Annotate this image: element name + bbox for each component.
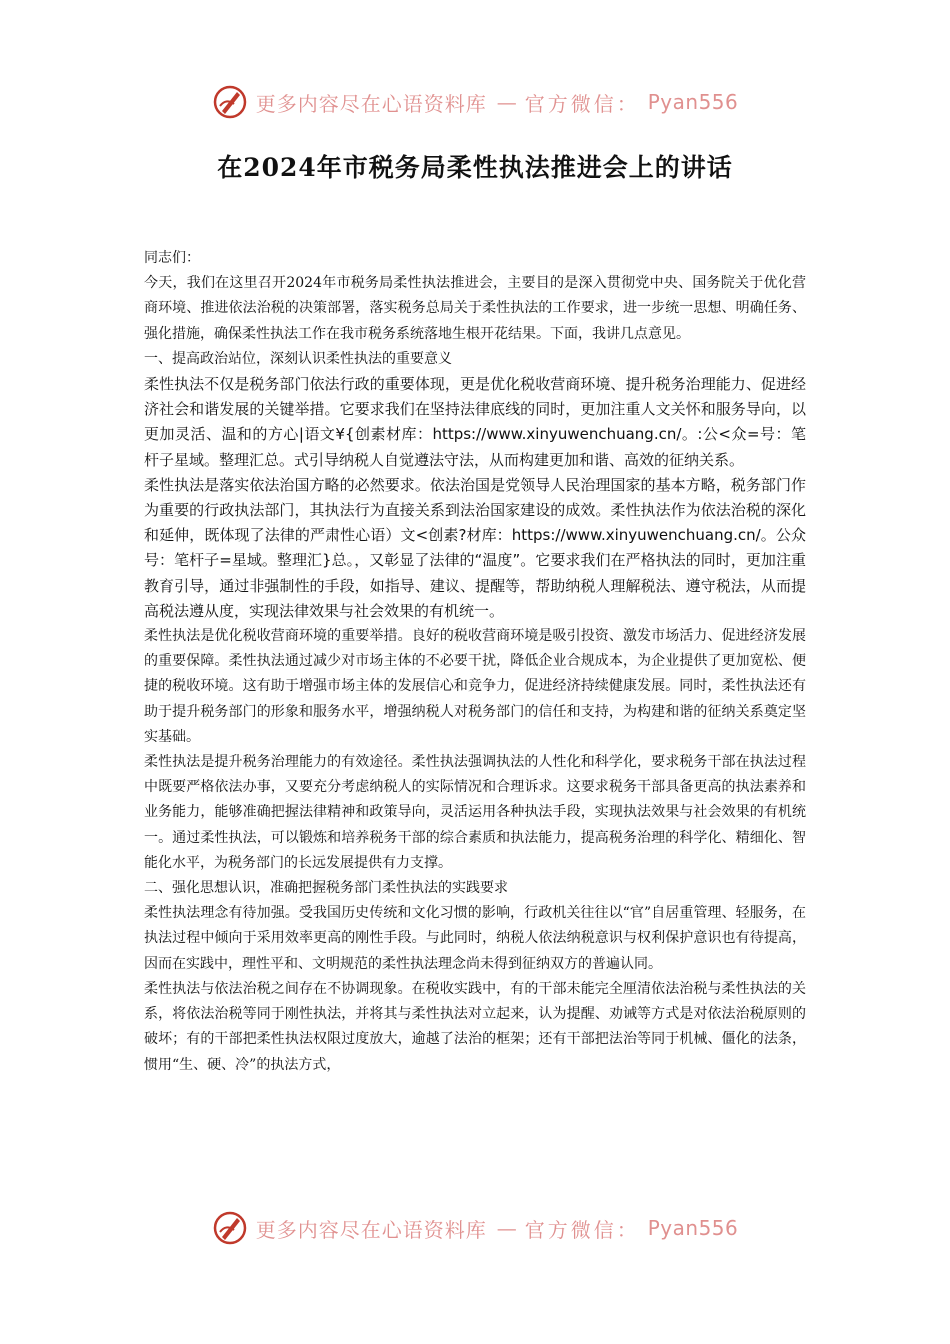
top-banner (0, 80, 950, 124)
banner-brand-text: 更多内容尽在心语资料库 (255, 1217, 487, 1242)
banner-brand-text: 更多内容尽在心语资料库 (255, 91, 487, 116)
banner-official-label: 官方微信： (524, 1217, 640, 1242)
document-title: 在2024年市税务局柔性执法推进会上的讲话 (217, 153, 733, 182)
body-paragraph: 柔性执法理念有待加强。受我国历史传统和文化习惯的影响，行政机关往往以“官”自居重管理、轻服务，在执法过程中倾向于采用效率更高的刚性手段。与此同时，纳税人依法纳税意识与权利保护意识也有待提高，因而在实践中，理性平和、文明规范的柔性执法理念尚未得到征纳双方的普遍认同。 (144, 905, 806, 972)
section-heading: 一、提高政治站位，深刻认识柔性执法的重要意义 (144, 350, 452, 367)
salutation: 同志们： (144, 250, 200, 266)
bottom-banner (0, 1206, 950, 1250)
body-paragraph: 柔性执法是优化税收营商环境的重要举措。良好的税收营商环境是吸引投资、激发市场活力、促进经济发展的重要保障。柔性执法通过减少对市场主体的不必要干扰，降低企业合规成本，为企业提供了更加宽松、便捷的税收环境。这有助于增强市场主体的发展信心和竞争力，促进经济持续健康发展。同时，柔性执法还有助于提升税务部门的形象和服务水平，增强纳税人对税务部门的信任和支持，为构建和谐的征纳关系奠定坚实基础。 (144, 628, 806, 745)
body-paragraph: 今天，我们在这里召开2024年市税务局柔性执法推进会，主要目的是深入贯彻党中央、国务院关于优化营商环境、推进依法治税的决策部署，落实税务总局关于柔性执法的工作要求，进一步统一思想、明确任务、强化措施，确保柔性执法工作在我市税务系统落地生根开花结果。下面，我讲几点意见。 (144, 275, 806, 342)
body-paragraph: 柔性执法是落实依法治国方略的必然要求。依法治国是党领导人民治理国家的基本方略，税务部门作为重要的行政执法部门，其执法行为直接关系到法治国家建设的成效。柔性执法作为依法治税的深化和延伸，既体现了法律的严肃性心语）文<创素?材库：https://www.xinyuwenchuang.cn/。公众号：笔杆子=星域。整理汇}总。，又彰显了法律的“温度”。它要求我们在严格执法的同时，更加注重教育引导，通过非强制性的手段，如指导、建议、提醒等，帮助纳税人理解税法、遵守税法，从而提高税法遵从度，实现法律效果与社会效果的有机统一。 (144, 475, 806, 620)
body-paragraph: 柔性执法是提升税务治理能力的有效途径。柔性执法强调执法的人性化和科学化，要求税务干部在执法过程中既要严格依法办事，又要充分考虑纳税人的实际情况和合理诉求。这要求税务干部具备更高的执法素养和业务能力，能够准确把握法律精神和政策导向，灵活运用各种执法手段，实现执法效果与社会效果的有机统一。通过柔性执法，可以锻炼和培养税务干部的综合素质和执法能力，提高税务治理的科学化、精细化、智能化水平，为税务部门的长远发展提供有力支撑。 (144, 754, 806, 871)
banner-wechat-id: Pyan556 (647, 1216, 739, 1240)
pen-logo-icon (212, 1210, 248, 1246)
body-paragraph: 柔性执法与依法治税之间存在不协调现象。在税收实践中，有的干部未能完全厘清依法治税与柔性执法的关系，将依法治税等同于刚性执法，并将其与柔性执法对立起来，认为提醒、劝诫等方式是对依法治税原则的破坏；有的干部把柔性执法权限过度放大，逾越了法治的框架；还有干部把法治等同于机械、僵化的法条，惯用“生、硬、冷”的执法方式， (144, 980, 806, 1073)
document-body (144, 246, 806, 1078)
banner-wechat-id: Pyan556 (647, 90, 739, 114)
body-paragraph: 柔性执法不仅是税务部门依法行政的重要体现，更是优化税收营商环境、提升税务治理能力、促进经济社会和谐发展的关键举措。它要求我们在坚持法律底线的同时，更加注重人文关怀和服务导向，以更加灵活、温和的方心|语文¥{创素材库：https://www.xinyuwenchuang.cn/。:公<众=号：笔杆子星域。整理汇总。式引导纳税人自觉遵法守法，从而构建更加和谐、高效的征纳关系。 (144, 375, 806, 469)
section-heading: 二、强化思想认识，准确把握税务部门柔性执法的实践要求 (144, 880, 508, 897)
pen-logo-icon (212, 84, 248, 120)
banner-dash: — (496, 90, 515, 114)
banner-dash: — (496, 1216, 515, 1240)
banner-official-label: 官方微信： (524, 91, 640, 116)
